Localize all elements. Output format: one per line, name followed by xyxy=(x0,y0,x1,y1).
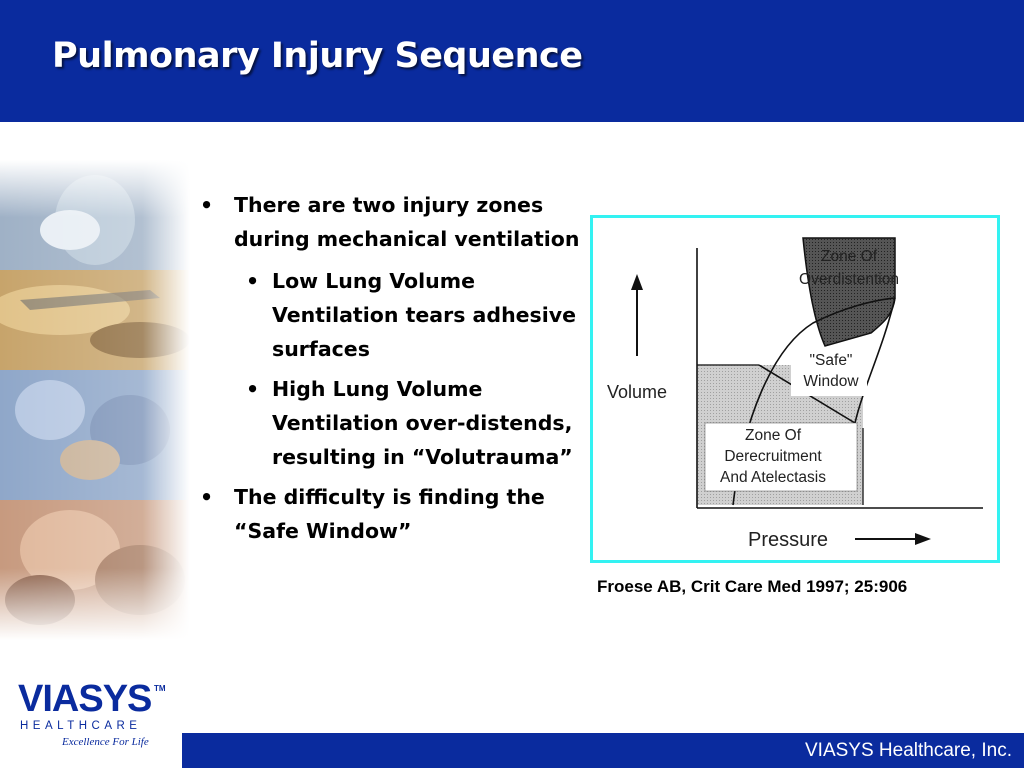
pressure-volume-diagram xyxy=(593,218,997,560)
bullet-item xyxy=(200,480,585,548)
logo-wordmark: VIASYS xyxy=(18,678,152,720)
bullet-text: The difficulty is finding the “Safe Window” xyxy=(234,485,545,543)
medical-staff-photo xyxy=(0,160,190,640)
y-axis-label: Volume xyxy=(606,382,668,402)
bullet-dot: • xyxy=(246,377,260,401)
figure-frame xyxy=(590,215,1000,563)
title-bar xyxy=(0,0,1024,122)
bullet-text: High Lung Volume Ventilation over-distends, resulting in “Volutrauma” xyxy=(272,377,573,469)
zone-overdistention-label-line1: Zone Of xyxy=(821,248,877,265)
figure-caption: Froese AB, Crit Care Med 1997; 25:906 xyxy=(597,577,908,596)
x-axis-arrow xyxy=(855,533,931,545)
bullet-text: There are two injury zones during mechanical ventilation xyxy=(234,193,580,251)
zone-derecruitment-label-line2: Derecruitment xyxy=(724,448,822,465)
logo-tagline: Excellence For Life xyxy=(62,736,149,748)
logo-trademark: TM xyxy=(154,684,166,693)
sub-bullet-item xyxy=(246,372,585,474)
bullet-text: Low Lung Volume Ventilation tears adhesive surfaces xyxy=(272,269,577,361)
safe-window-label-line2: Window xyxy=(803,373,859,390)
footer-bar xyxy=(182,733,1024,768)
bullet-item xyxy=(200,188,585,256)
zone-derecruitment-label-line3: And Atelectasis xyxy=(720,469,826,486)
logo-subtitle: HEALTHCARE xyxy=(20,720,142,732)
company-logo xyxy=(18,678,183,758)
slide-title: Pulmonary Injury Sequence xyxy=(52,36,583,76)
footer-company-name: VIASYS Healthcare, Inc. xyxy=(805,740,1012,761)
y-axis-arrow xyxy=(631,274,643,356)
bullet-dot: • xyxy=(200,485,214,509)
zone-overdistention-label-line2: Overdistention xyxy=(799,271,899,288)
zone-derecruitment-label-line1: Zone Of xyxy=(745,427,801,444)
sub-bullet-item xyxy=(246,264,585,366)
safe-window-label-line1: "Safe" xyxy=(809,352,853,369)
bullet-dot: • xyxy=(200,193,214,217)
bullet-list xyxy=(200,188,585,556)
bullet-dot: • xyxy=(246,269,260,293)
x-axis-label: Pressure xyxy=(747,529,829,551)
